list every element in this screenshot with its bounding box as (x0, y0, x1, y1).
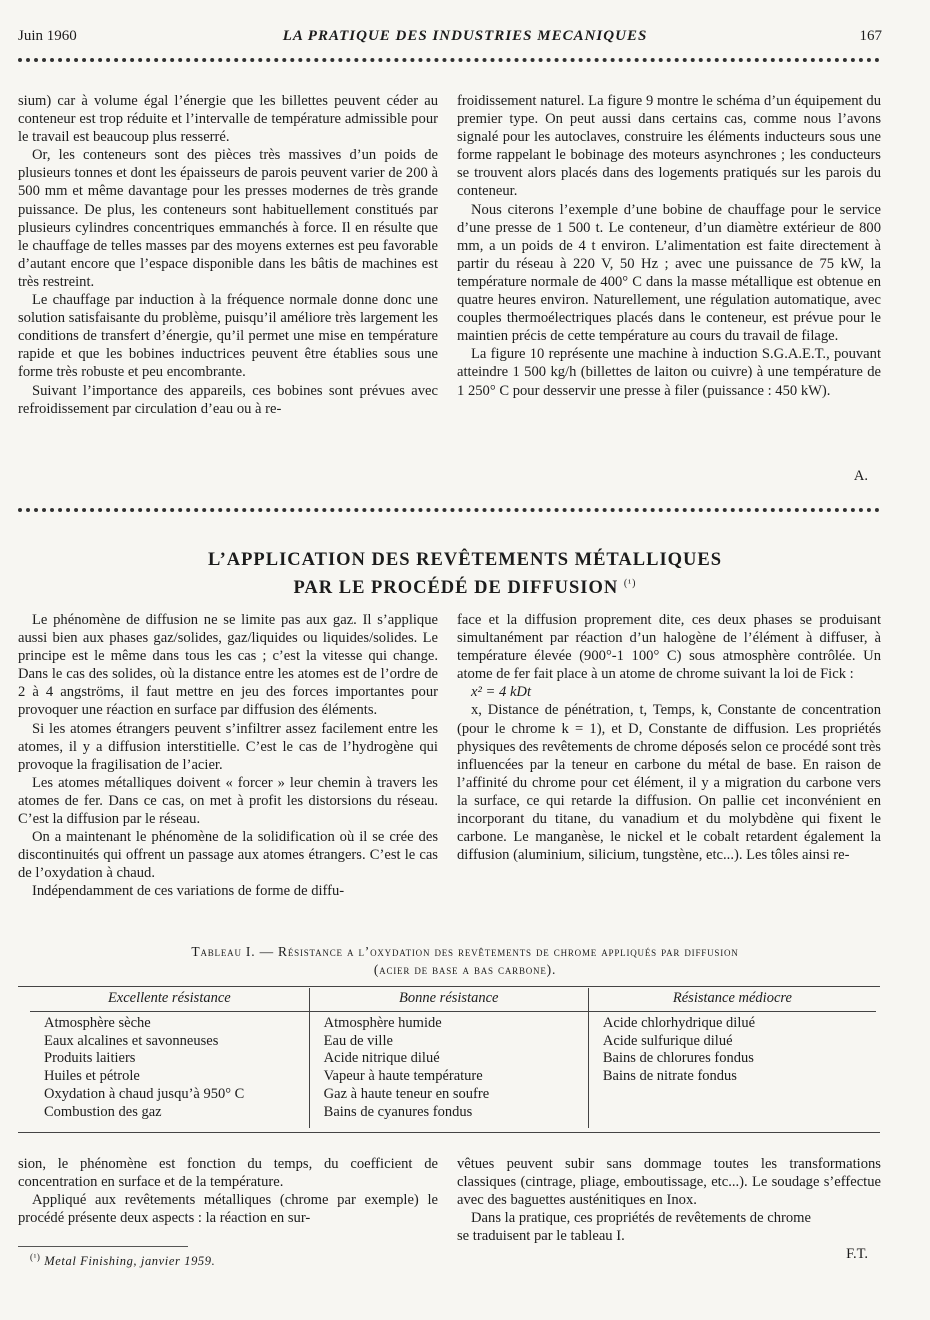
table-header: Résistance médiocre (588, 988, 876, 1011)
paragraph: sium) car à volume égal l’énergie que les billettes peuvent céder au conteneur est trop réduite et l’intervalle de température admissible pour le travail est beaucoup plus resserré. (18, 93, 438, 146)
table-cell-mediocre (588, 1011, 876, 1127)
paragraph: Nous citerons l’exemple d’une bobine de chauffage pour le service d’une presse de 1 500 t. Le conteneur, d’un diamètre extérieur de 800 mm, a un poids de 4 t environ. L’alimentation est faite directement à partir du réseau à 220 V, 50 Hz ; avec une puissance de 75 kW, la température normale de 400° C dans la masse métallique est obtenue en quatre heures environ. Naturellement, une régulation automatique, avec couples thermoélectriques placés dans le conteneur, est prévue pour le maintien précis de cette température au cours du travail de filage. (457, 201, 881, 345)
list-item: Acide nitrique dilué (323, 1050, 440, 1067)
paragraph: vêtues peuvent subir sans dommage toutes les transformations classiques (cintrage, pliage, emboutissage, etc...). Le soudage s’effectue avec des baguettes austénitiques en Inox. (457, 1156, 881, 1209)
table-cell-excellent (30, 1011, 309, 1127)
article-right-column (457, 611, 881, 864)
list-item: Eaux alcalines et savonneuses (44, 1032, 219, 1049)
paragraph: Dans la pratique, ces propriétés de revêtements de chrome se traduisent par le tableau I. (457, 1210, 811, 1245)
journal-title: LA PRATIQUE DES INDUSTRIES MECANIQUES (282, 28, 648, 44)
list-item: Acide chlorhydrique dilué (602, 1014, 756, 1031)
paragraph: Le chauffage par induction à la fréquence normale donne donc une solution satisfaisante du problème, puisqu’il améliore très largement les conditions de transfert d’énergie, qu’il permet une mise en température rapide et que les bobines inductrices peuvent être établies sous une forme très robuste et peu encombrante. (18, 292, 438, 381)
footnote-rule (18, 1246, 188, 1247)
list-item: Bains de chlorures fondus (602, 1050, 754, 1067)
table-cell-good (309, 1011, 588, 1127)
list-item: Oxydation à chaud jusqu’à 950° C (44, 1085, 245, 1102)
table-top-rule (18, 986, 880, 987)
article-title-line2: PAR LE PROCÉDÉ DE DIFFUSION (293, 578, 619, 599)
table-caption (0, 943, 930, 979)
page-number: 167 (859, 28, 882, 44)
prev-article-right-column (457, 92, 881, 400)
header-divider (18, 58, 880, 62)
paragraph: sion, le phénomène est fonction du temps, du coefficient de concentration en surface et de la température. (18, 1156, 438, 1191)
article-title (0, 549, 930, 600)
list-item: Eau de ville (323, 1032, 393, 1049)
list-item: Bains de cyanures fondus (323, 1103, 473, 1120)
prev-article-left-column (18, 92, 438, 418)
table-header: Bonne résistance (309, 988, 588, 1011)
table-caption-line1: Tableau I. — Résistance a l’oxydation des revêtements de chrome appliqués par diffusion (191, 944, 739, 959)
table-bottom-rule (18, 1132, 880, 1133)
list-item: Atmosphère humide (323, 1014, 442, 1031)
prev-article-signature: A. (853, 468, 868, 484)
list-item: Atmosphère sèche (44, 1014, 151, 1031)
section-divider (18, 508, 880, 512)
article-bottom-right-column (457, 1155, 881, 1245)
article-signature: F.T. (846, 1246, 868, 1262)
paragraph: x, Distance de pénétration, t, Temps, k, Constante de concentration (pour le chrome k = 1), et D, Constante de diffusion. Les propriétés physiques des revêtements de chrome déposés selon ce procédé sont très influencées par la teneur en carbone du métal de base. En raison de l’affinité du chrome pour cet élément, il y a migration du carbone vers la surface, ce qui retarde la diffusion. On pallie cet inconvénient en incorporant du titane, du vanadium et du molybdène qui fixent le carbone. Le manganèse, le nickel et le cobalt retardent également la diffusion (aluminium, silicium, tungstène, etc...). Les tôles ainsi re- (457, 702, 881, 864)
resistance-table (30, 988, 876, 1128)
list-item: Bains de nitrate fondus (602, 1068, 737, 1085)
paragraph: Or, les conteneurs sont des pièces très massives d’un poids de plusieurs tonnes et dont les épaisseurs de parois peuvent varier de 200 à 500 mm et même davantage pour les presses modernes de très grande puissance. De plus, les conteneurs sont habituellement constitués par plusieurs cylindres concentriques emmanchés à force. Il en résulte que le chauffage de telles masses par des moyens externes est peu favorable d’autant encore que l’espace disponible dans les bâtis de machines est très restreint. (18, 147, 438, 290)
table-caption-line2: (acier de base a bas carbone). (373, 962, 557, 977)
article-title-line1: L’APPLICATION DES REVÊTEMENTS MÉTALLIQUES (207, 550, 723, 570)
list-item: Produits laitiers (44, 1050, 136, 1067)
list-item: Huiles et pétrole (44, 1068, 140, 1085)
footnote-mark: (¹) (30, 1252, 41, 1262)
article-bottom-left-column (18, 1155, 438, 1227)
article-left-column (18, 611, 438, 901)
fick-formula: x² = 4 kDt (471, 684, 532, 701)
list-item: Combustion des gaz (44, 1103, 162, 1120)
list-item: Gaz à haute teneur en soufre (323, 1085, 490, 1102)
list-item: Vapeur à haute température (323, 1068, 483, 1085)
paragraph: Les atomes métalliques doivent « forcer » leur chemin à travers les atomes de fer. Dans ce cas, on met à profit les distorsions du réseau. C’est la diffusion par le réseau. (18, 774, 438, 828)
footnote (30, 1252, 215, 1269)
paragraph: Indépendamment de ces variations de forme de diffu- (32, 883, 345, 900)
table-header: Excellente résistance (30, 988, 309, 1011)
footnote-text: Metal Finishing, janvier 1959. (44, 1254, 216, 1269)
paragraph: Si les atomes étrangers peuvent s’infiltrer assez facilement entre les atomes, il y a diffusion interstitielle. C’est le cas de l’hydrogène qui provoque la fragilisation de l’acier. (18, 720, 438, 773)
paragraph: Appliqué aux revêtements métalliques (chrome par exemple) le procédé présente deux aspects : la réaction en sur- (18, 1192, 438, 1227)
list-item: Acide sulfurique dilué (602, 1032, 733, 1049)
header-date: Juin 1960 (18, 28, 77, 44)
paragraph: face et la diffusion proprement dite, ces deux phases se produisant simultanément par réaction d’un halogène de l’élément à diffuser, à température élevée (900°-1 100° C) sous atmosphère contrôlée. Un atome de fer fait place à un atome de chrome suivant la loi de Fick : (457, 612, 881, 683)
paragraph: Suivant l’importance des appareils, ces bobines sont prévues avec refroidissement par circulation d’eau ou à re- (18, 382, 438, 417)
paragraph: Le phénomène de diffusion ne se limite pas aux gaz. Il s’applique aussi bien aux phases gaz/solides, gaz/liquides ou liquides/solides. Le principe est le même dans tous les cas ; c’est la vitesse qui change. Dans le cas des solides, où la distance entre les atomes est de l’ordre de 2 à 4 angströms, il faut mettre en jeu des forces importantes pour provoquer une réaction en surface par diffusion des éléments. (18, 612, 438, 719)
paragraph: La figure 10 représente une machine à induction S.G.A.E.T., pouvant atteindre 1 500 kg/h (billettes de laiton ou cuivre) à une température de 1 250° C pour desservir une presse à filer (puissance : 450 kW). (457, 346, 881, 399)
paragraph: On a maintenant le phénomène de la solidification où il se crée des discontinuités qui offrent un passage aux atomes étrangers. C’est le cas de l’oxydation à chaud. (18, 829, 438, 882)
paragraph: froidissement naturel. La figure 9 montre le schéma d’un équipement du premier type. On peut aussi dans certains cas, comme nous l’avons signalé pour les autoclaves, construire les éléments inducteurs sous une forme rappelant le bobinage des moteurs asynchrones ; les conducteurs se trouvent alors placés dans des logements pratiqués sur les parois du conteneur. (457, 93, 881, 200)
footnote-ref: (¹) (623, 578, 637, 589)
